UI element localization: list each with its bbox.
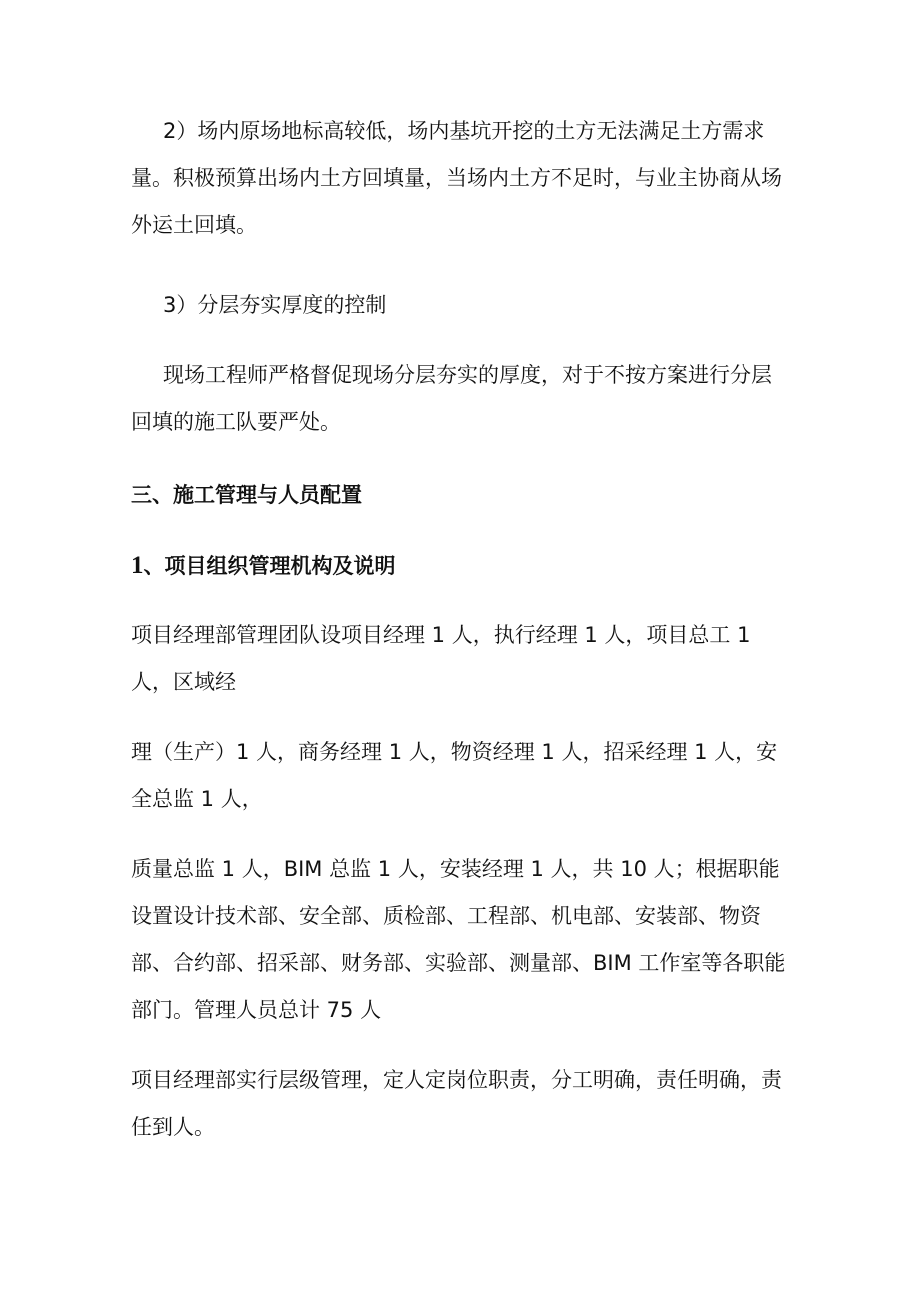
paragraph-compaction-control: 现场工程师严格督促现场分层夯实的厚度，对于不按方案进行分层回填的施工队要严处。	[131, 363, 772, 434]
section-heading: 三、施工管理与人员配置	[131, 483, 362, 507]
paragraph-earthwork-fill: 2）场内原场地标高较低，场内基坑开挖的土方无法满足土方需求量。积极预算出场内土方回填量，当场内土方不足时，与业主协商从场外运土回填。	[131, 119, 782, 237]
paragraph-team-part1: 项目经理部管理团队设项目经理 1 人，执行经理 1 人，项目总工 1 人，区域经	[131, 623, 758, 694]
paragraph-compaction-heading: 3）分层夯实厚度的控制	[163, 293, 387, 317]
paragraph-hierarchy: 项目经理部实行层级管理，定人定岗位职责，分工明确，责任明确，责任到人。	[131, 1068, 782, 1139]
subsection-number: 1	[131, 552, 144, 579]
subsection-heading	[131, 542, 791, 590]
paragraph-team-part3: 质量总监 1 人，BIM 总监 1 人，安装经理 1 人，共 10 人；根据职能设置设计技术部、安全部、质检部、工程部、机电部、安装部、物资部、合约部、招采部、财务部、实验部、测量部、BIM 工作室等各职能部门。管理人员总计 75 人	[131, 857, 786, 1022]
paragraph-team-part2: 理（生产）1 人，商务经理 1 人，物资经理 1 人，招采经理 1 人，安全总监 1 人，	[131, 740, 778, 811]
subsection-title: 、项目组织管理机构及说明	[143, 554, 396, 578]
